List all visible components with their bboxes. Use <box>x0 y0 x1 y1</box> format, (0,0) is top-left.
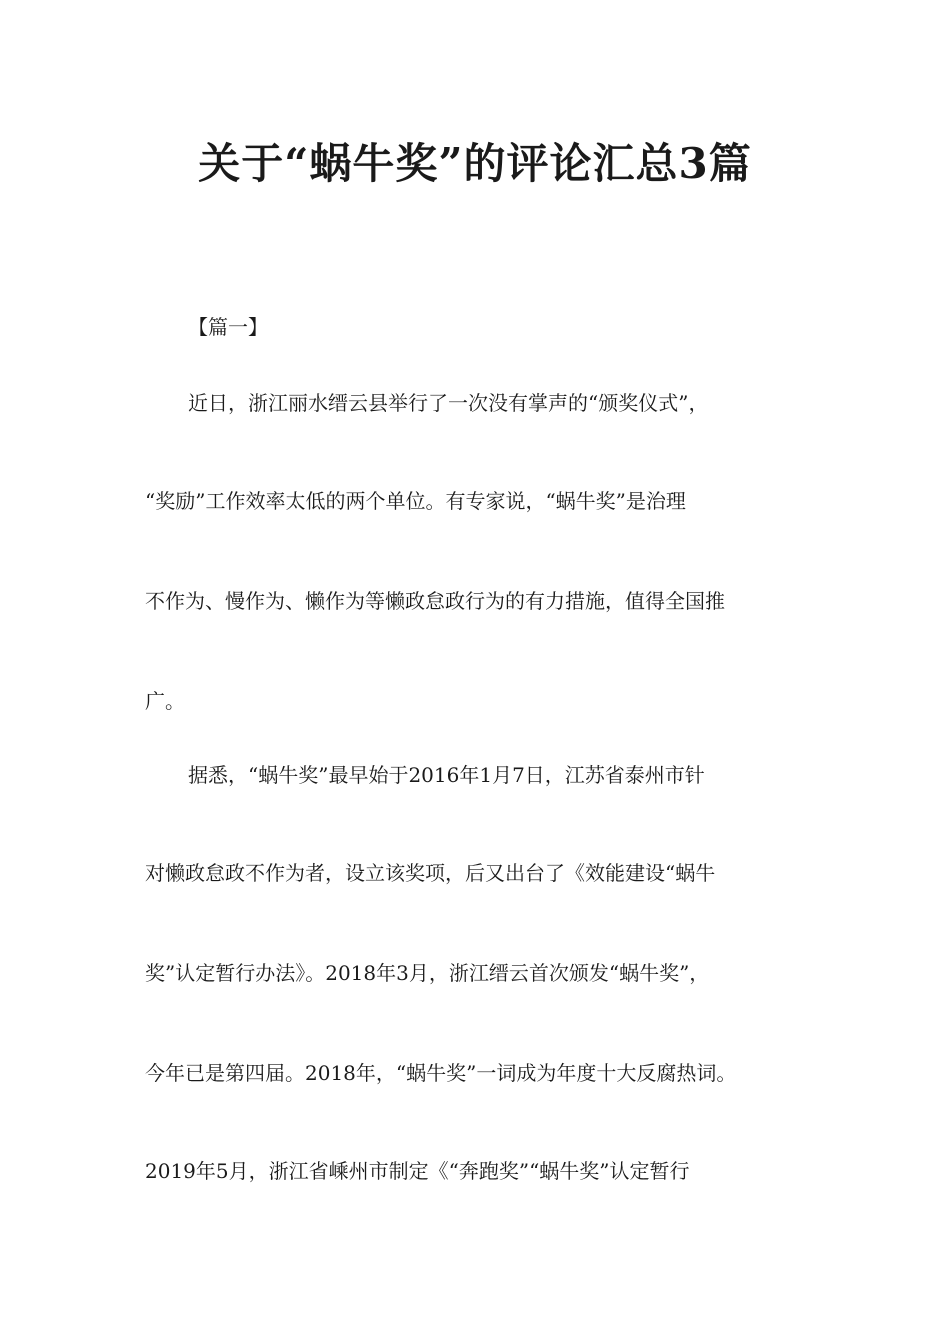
paragraph-line: 今年已是第四届。2018年，“蜗牛奖”一词成为年度十大反腐热词。 <box>145 1061 737 1085</box>
paragraph-line: 2019年5月，浙江省嵊州市制定《“奔跑奖”“蜗牛奖”认定暂行 <box>145 1159 690 1183</box>
paragraph-line: “奖励”工作效率太低的两个单位。有专家说，“蜗牛奖”是治理 <box>145 489 686 513</box>
paragraph-line: 不作为、慢作为、懒作为等懒政怠政行为的有力措施，值得全国推 <box>145 589 725 613</box>
paragraph-line: 广。 <box>145 689 185 713</box>
section-label: 【篇一】 <box>188 315 268 339</box>
document-title: 关于“蜗牛奖”的评论汇总3篇 <box>198 139 752 188</box>
paragraph-line: 对懒政怠政不作为者，设立该奖项，后又出台了《效能建设“蜗牛 <box>145 861 716 885</box>
paragraph-line: 近日，浙江丽水缙云县举行了一次没有掌声的“颁奖仪式”， <box>188 391 709 415</box>
paragraph-line: 奖”认定暂行办法》。2018年3月，浙江缙云首次颁发“蜗牛奖”， <box>145 961 710 985</box>
paragraph-line: 据悉，“蜗牛奖”最早始于2016年1月7日，江苏省泰州市针 <box>188 763 705 787</box>
